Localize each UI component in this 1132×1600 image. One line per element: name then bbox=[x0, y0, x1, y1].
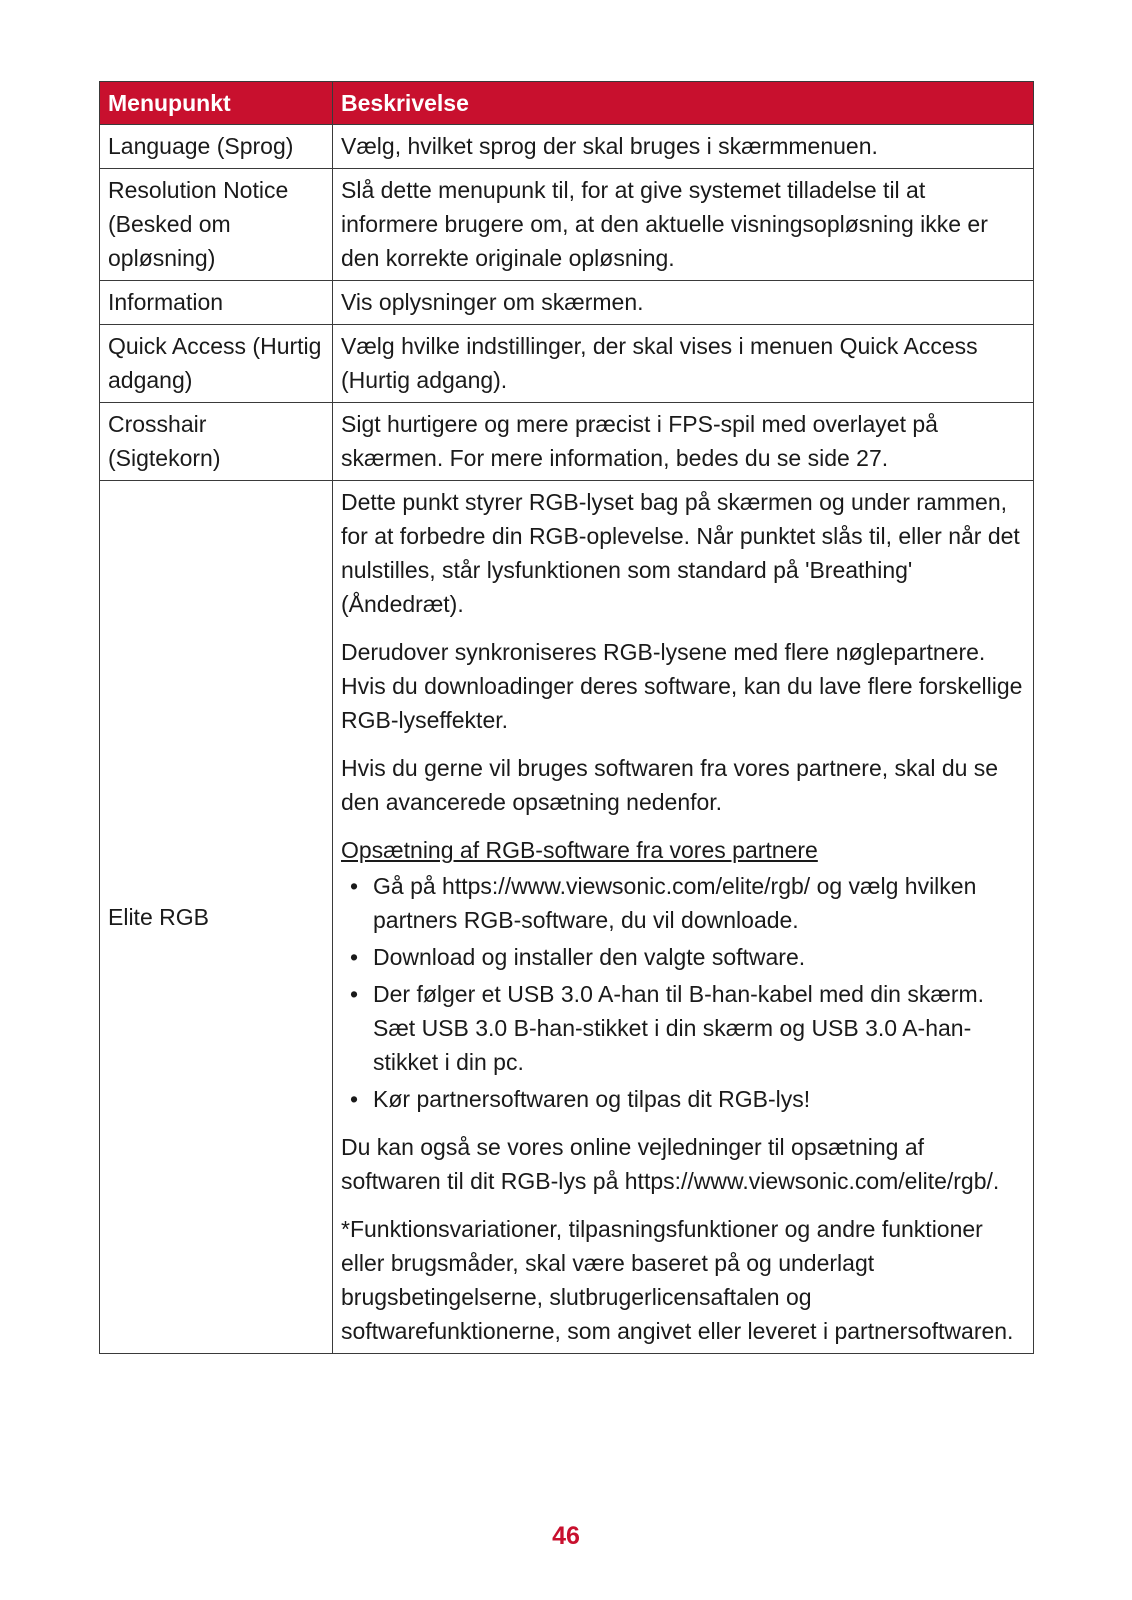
elite-rgb-paragraph-4: Du kan også se vores online vejledninger til opsætning af softwaren til dit RGB-lys på https://www.viewsonic.com/elite/rgb/. bbox=[341, 1134, 1000, 1194]
list-item bbox=[341, 977, 1025, 1079]
row-item-information: Information bbox=[100, 281, 333, 325]
row-description-quick-access: Vælg hvilke indstillinger, der skal vises i menuen Quick Access (Hurtig adgang). bbox=[333, 325, 1034, 403]
list-item bbox=[341, 1082, 1025, 1116]
header-menu-item: Menupunkt bbox=[100, 82, 333, 125]
bullet-icon: • bbox=[350, 873, 359, 899]
row-item-quick-access: Quick Access (Hurtig adgang) bbox=[100, 325, 333, 403]
bullet-icon: • bbox=[350, 944, 359, 970]
list-item-text: Kør partnersoftwaren og tilpas dit RGB-lys! bbox=[373, 1086, 811, 1112]
table-row bbox=[100, 325, 1034, 403]
table-row bbox=[100, 403, 1034, 481]
list-item-text: Der følger et USB 3.0 A-han til B-han-kabel med din skærm. Sæt USB 3.0 B-han-stikket i din skærm og USB 3.0 A-han-stikket i din pc. bbox=[373, 981, 985, 1075]
list-item bbox=[341, 869, 1025, 937]
list-item-text: Download og installer den valgte software. bbox=[373, 944, 806, 970]
bullet-icon: • bbox=[350, 1086, 359, 1112]
table-row bbox=[100, 481, 1034, 1354]
table-header-row bbox=[100, 82, 1034, 125]
row-description-resolution-notice: Slå dette menupunk til, for at give systemet tilladelse til at informere brugere om, at den aktuelle visningsopløsning ikke er den korrekte originale opløsning. bbox=[333, 169, 1034, 281]
rgb-setup-heading: Opsætning af RGB-software fra vores partnere bbox=[341, 837, 818, 863]
rgb-setup-steps bbox=[341, 869, 1025, 1116]
page-number: 46 bbox=[552, 1522, 580, 1550]
row-description-elite-rgb bbox=[333, 481, 1034, 1354]
bullet-icon: • bbox=[350, 981, 359, 1007]
row-item-elite-rgb: Elite RGB bbox=[100, 481, 333, 1354]
row-item-crosshair: Crosshair (Sigtekorn) bbox=[100, 403, 333, 481]
row-item-resolution-notice: Resolution Notice (Besked om opløsning) bbox=[100, 169, 333, 281]
row-description-crosshair: Sigt hurtigere og mere præcist i FPS-spil med overlayet på skærmen. For mere information, bedes du se side 27. bbox=[333, 403, 1034, 481]
elite-rgb-disclaimer: *Funktionsvariationer, tilpasningsfunktioner og andre funktioner eller brugsmåder, skal være baseret på og underlagt brugsbetingelserne, slutbrugerlicensaftalen og softwarefunktionerne, som angivet eller leveret i partnersoftwaren. bbox=[341, 1216, 1014, 1344]
row-description-information: Vis oplysninger om skærmen. bbox=[333, 281, 1034, 325]
table-row bbox=[100, 281, 1034, 325]
row-description-language: Vælg, hvilket sprog der skal bruges i skærmmenuen. bbox=[333, 125, 1034, 169]
elite-rgb-paragraph-3: Hvis du gerne vil bruges softwaren fra vores partnere, skal du se den avancerede opsætning nedenfor. bbox=[341, 755, 999, 815]
table-row bbox=[100, 169, 1034, 281]
menu-description-table bbox=[99, 81, 1034, 1354]
header-description: Beskrivelse bbox=[333, 82, 1034, 125]
elite-rgb-paragraph-1: Dette punkt styrer RGB-lyset bag på skærmen og under rammen, for at forbedre din RGB-oplevelse. Når punktet slås til, eller når det nulstilles, står lysfunktionen som standard på 'Breathing' (Åndedræt). bbox=[341, 489, 1020, 617]
elite-rgb-paragraph-2: Derudover synkroniseres RGB-lysene med flere nøglepartnere. Hvis du downloadinger deres software, kan du lave flere forskellige RGB-lyseffekter. bbox=[341, 639, 1023, 733]
table-row bbox=[100, 125, 1034, 169]
list-item bbox=[341, 940, 1025, 974]
row-item-language: Language (Sprog) bbox=[100, 125, 333, 169]
list-item-text: Gå på https://www.viewsonic.com/elite/rgb/ og vælg hvilken partners RGB-software, du vil downloade. bbox=[373, 873, 977, 933]
